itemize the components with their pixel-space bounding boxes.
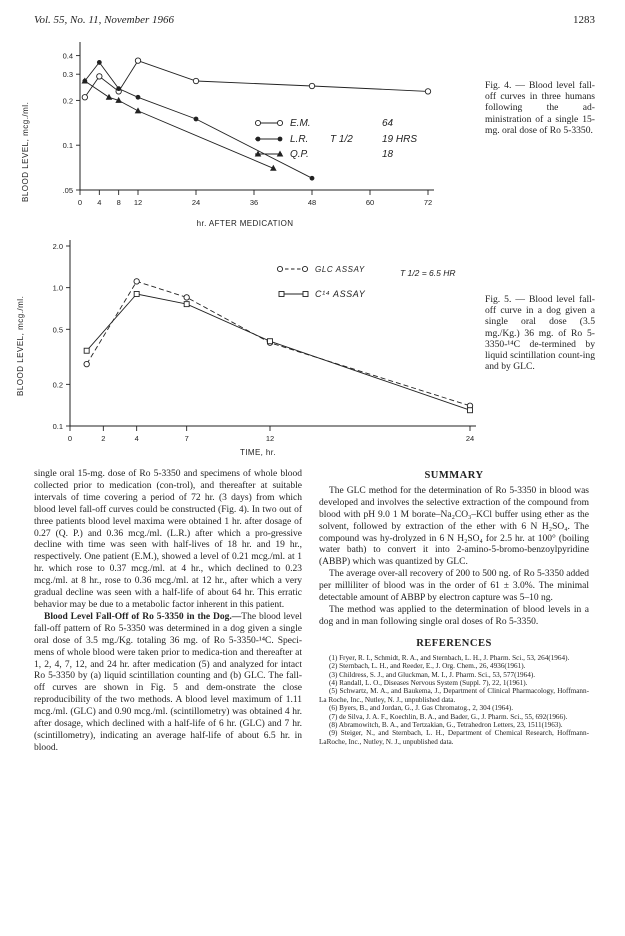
figure-4-legend: [255, 118, 418, 160]
open-circle-marker: [193, 78, 198, 83]
square-marker: [468, 408, 473, 413]
x-tick-label: 0: [67, 434, 73, 443]
series-line: [85, 81, 273, 168]
figure-5-ylabel: BLOOD LEVEL, mcg./ml.: [16, 295, 25, 396]
filled-circle-marker: [194, 117, 199, 122]
figure-4-axes: [63, 42, 434, 207]
legend-filled-circle-marker: [278, 137, 283, 142]
square-marker: [268, 339, 273, 344]
x-tick-label: 0: [77, 198, 83, 207]
reference-item: (8) Abramowitch, B. A., and Tertzakian, G., Tetrahedron Letters, 23, 1511(1963).: [329, 720, 563, 729]
legend-qp-halflife: 18: [382, 149, 394, 160]
running-header: [34, 14, 595, 30]
y-tick-label: 0.2: [52, 380, 63, 390]
legend-square-marker: [279, 292, 284, 297]
figure-5-caption: Fig. 5. — Blood level fall-off curve in a dog given a single oral dose (3.5 mg./Kg.) 36 mg. of Ro 5-3350-¹⁴C de-termined by liquid scintillation count-ing and by GLC.: [485, 294, 595, 373]
legend-open-circle-marker: [302, 266, 307, 271]
square-marker: [184, 302, 189, 307]
x-tick-label: 7: [184, 434, 189, 443]
x-tick-label: 72: [423, 198, 433, 207]
x-tick-label: 12: [265, 434, 275, 443]
legend-open-circle-marker: [255, 120, 260, 125]
filled-circle-marker: [136, 95, 141, 100]
legend-lr-halflife: 19 HRS: [382, 134, 418, 145]
summary-paragraph-1: The GLC method for the determination of Ro 5-3350 in blood was developed and involves the selective extraction of the compound from blood with pH 9.0 1 M borate–Na₂CO₃–KCl buffer using ether as the solvent, followed by extraction of the ether with 6 N H₂SO₄. The compound was hy-drolyzed in 6 N H₂SO₄ for 2.5 hr. at 100° (boiling water bath) to convert it into 2-amino-5-bromo-benzoylpyridine (ABBP) which was quantized by GLC.: [319, 485, 589, 568]
legend-open-circle-marker: [277, 266, 282, 271]
open-circle-marker: [82, 95, 87, 100]
open-circle-marker: [135, 58, 140, 63]
open-circle-marker: [84, 361, 89, 366]
square-marker: [84, 348, 89, 353]
x-tick-label: 24: [465, 434, 475, 443]
summary-paragraph-2: The average over-all recovery of 200 to 500 ng. of Ro 5-3350 added per milliliter of blood was in the order of 61 ± 3.0%. The minimal detectable amount of ABBP by electron capture was 5–10 ng.: [319, 569, 589, 604]
x-tick-label: 2: [101, 434, 106, 443]
figure-4-marks: [82, 58, 431, 181]
reference-item: (3) Childress, S. J., and Gluckman, M. I., J. Pharm. Sci., 53, 577(1964).: [329, 670, 536, 679]
summary-heading: SUMMARY: [424, 470, 484, 481]
summary-paragraph-3: The method was applied to the determination of blood levels in a dog and in man following single oral doses of Ro 5-3350.: [319, 604, 589, 627]
figure-5-marks: [84, 279, 473, 413]
open-circle-marker: [425, 89, 430, 94]
x-tick-label: 8: [116, 198, 121, 207]
x-tick-label: 12: [133, 198, 143, 207]
x-tick-label: 48: [307, 198, 317, 207]
legend-glc-label: GLC ASSAY: [315, 265, 365, 274]
open-circle-marker: [97, 74, 102, 79]
page-number: 1283: [573, 14, 595, 26]
figure-5-xlabel: TIME, hr.: [239, 448, 277, 457]
triangle-marker: [135, 107, 142, 113]
open-circle-marker: [134, 279, 139, 284]
filled-circle-marker: [97, 60, 102, 65]
y-tick-label: 0.1: [52, 422, 63, 431]
triangle-marker: [106, 94, 113, 100]
y-tick-label: 0.5: [52, 325, 63, 335]
right-column: [319, 470, 589, 746]
reference-item: (5) Schwartz, M. A., and Baukema, J., Department of Clinical Pharmacology, Hoffmann-La Roche, Inc., Nutley, N. J., unpublished data.: [319, 687, 589, 704]
x-tick-label: 36: [249, 198, 259, 207]
section-run-in-heading: Blood Level Fall-Off of Ro 5-3350 in the Dog.—: [44, 611, 242, 622]
figure-4-chart: [0, 34, 625, 266]
legend-qp-label: Q.P.: [290, 149, 309, 160]
x-tick-label: 60: [365, 198, 375, 207]
y-tick-label: 0.3: [62, 70, 73, 80]
y-tick-label: 2.0: [52, 242, 63, 251]
legend-filled-circle-marker: [256, 137, 261, 142]
figure-4-xlabel: hr. AFTER MEDICATION: [196, 219, 294, 228]
x-tick-label: 4: [134, 434, 139, 443]
left-column: [34, 469, 302, 755]
legend-square-marker: [303, 292, 308, 297]
legend-t-half-label: T 1/2: [330, 134, 353, 145]
y-tick-label: .05: [62, 186, 73, 195]
legend-open-circle-marker: [277, 120, 282, 125]
paragraph-dog-study-text: The blood level fall-off pattern of Ro 5-3350 was determined in a dog given a single oral dose of 3.5 mg./Kg. totaling 36 mg. of Ro 5-3350-¹⁴C. Speci-mens of whole blood were taken prior to medica-tion and thereafter at 1, 2, 4, 7, 12, and 24 hr. after medication (5) and analyzed for intact Ro 5-3350 by (a) liquid scintillation counting and (b) GLC. The fall-off curves are shown in Fig. 5 and dem-onstrate the close reproducibility of the two methods. A blood level maximum of 1.11 mcg./ml. (GLC) and 0.90 mcg./ml. (scintillometry) was obtained 4 hr. after dosage, which declined with a half-life of 6 hr. (GLC) and 7 hr. (scintillometry), indicating an average half-life of about 6.5 hr. in blood.: [34, 611, 302, 753]
reference-list: [319, 654, 589, 746]
filled-circle-marker: [310, 176, 315, 181]
paragraph-dog-study: [34, 612, 302, 755]
reference-item: (4) Randall, L. O., Diseases Nervous System (Suppl. 7), 22, 1(1961).: [329, 678, 528, 687]
series-line: [85, 61, 428, 98]
x-tick-label: 4: [97, 198, 102, 207]
y-tick-label: 1.0: [52, 283, 63, 293]
references-heading: REFERENCES: [416, 637, 492, 649]
series-line: [87, 281, 470, 405]
y-tick-label: 0.2: [62, 96, 73, 106]
paragraph-patient-results: single oral 15-mg. dose of Ro 5-3350 and specimens of whole blood collected prior to medication (con-trol), and thereafter at suitable intervals of time covering a period of 72 hr. (3 days) from which blood level fall-off curves could be constructed (Fig. 4). In two out of three patients blood level maxima were obtained 1 hr. after dosage of 0.27 (Q. P.) and 0.36 mcg./ml. (L.R.) after which a pro-gressive decline with time was seen with half-lives of 18 hr. and 19 hr., respectively. One patient (E.M.), showed a level of 0.21 mcg./ml. at 1 hr. which rose to 0.37 mcg./ml. at 4 hr., which declined to 0.23 mcg./ml. at 8 hr., rose to 0.36 mcg./ml. at 12 hr., after which a very gradual decline was seen with a half-life of about 64 hr. This erratic behavior may be due to a metabolic factor inherent in this patient.: [34, 469, 302, 610]
filled-circle-marker: [116, 86, 121, 91]
legend-lr-label: L.R.: [290, 134, 309, 145]
open-circle-marker: [309, 83, 314, 88]
y-tick-label: 0.4: [62, 51, 73, 61]
reference-item: (9) Steiger, N., and Sternbach, L. H., Department of Chemical Research, Hoffmann-LaRoche, Inc., Nutley, N. J., unpublished data.: [319, 729, 589, 746]
legend-half-life: T 1/2 = 6.5 HR: [400, 268, 456, 278]
figure-4-ylabel: BLOOD LEVEL, mcg./ml.: [21, 101, 30, 202]
open-circle-marker: [184, 295, 189, 300]
reference-item: (1) Fryer, R. I., Schmidt, R. A., and Sternbach, L. H., J. Pharm. Sci., 53, 264(1964).: [329, 653, 570, 662]
figure-5-legend: [277, 265, 455, 299]
legend-triangle-marker: [277, 151, 284, 157]
legend-c14-label: C¹⁴ ASSAY: [315, 289, 366, 299]
legend-em-label: E.M.: [290, 118, 311, 129]
reference-item: (6) Byers, B., and Jordan, G., J. Gas Chromatog., 2, 304 (1964).: [329, 704, 514, 713]
y-tick-label: 0.1: [62, 141, 73, 151]
legend-em-halflife: 64: [382, 118, 394, 129]
reference-item: (7) de Silva, J. A. F., Koechlin, B. A., and Bader, G., J. Pharm. Sci., 55, 692(1966).: [329, 712, 568, 721]
x-tick-label: 24: [191, 198, 201, 207]
series-line: [87, 294, 470, 410]
reference-item: (2) Sternbach, L. H., and Reeder, E., J. Org. Chem., 26, 4936(1961).: [329, 662, 526, 671]
journal-issue: Vol. 55, No. 11, November 1966: [34, 14, 175, 26]
square-marker: [134, 291, 139, 296]
figure-4-caption: Fig. 4. — Blood level fall-off curves in three humans following the ad-ministration of a single 15-mg. oral dose of Ro 5-3350.: [485, 80, 595, 136]
